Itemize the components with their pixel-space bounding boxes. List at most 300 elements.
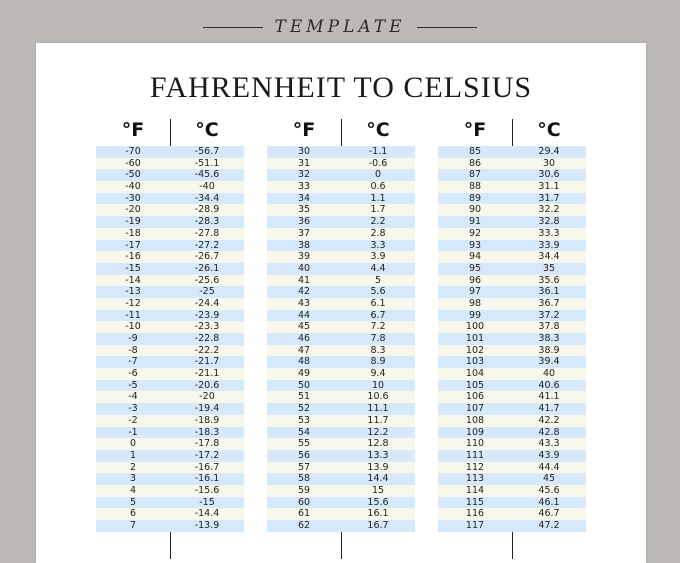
fahrenheit-cell: -1: [128, 426, 138, 438]
celsius-cell: 7.8: [370, 333, 386, 344]
table-row: [96, 438, 244, 450]
celsius-cell: 38.9: [538, 344, 560, 356]
fahrenheit-cell: -11: [125, 309, 141, 321]
table-row: [267, 216, 415, 228]
table-rows: [438, 146, 586, 532]
celsius-cell: 43.9: [538, 449, 560, 461]
fahrenheit-cell: 113: [465, 473, 485, 485]
fahrenheit-cell: 103: [465, 356, 485, 368]
table-row: [267, 240, 415, 252]
table-row: [96, 520, 244, 532]
banner-text: TEMPLATE: [274, 17, 406, 37]
fahrenheit-cell: 33: [297, 181, 311, 193]
celsius-cell: -28.3: [194, 216, 220, 228]
fahrenheit-cell: 45: [297, 321, 311, 333]
celsius-cell: -19.4: [194, 403, 220, 415]
table-row: [438, 497, 586, 509]
celsius-cell: 2.2: [370, 216, 386, 228]
table-row: [438, 368, 586, 380]
celsius-cell: 34.4: [538, 251, 560, 263]
table-row: [438, 345, 586, 357]
celsius-cell: 13.3: [367, 449, 389, 461]
celsius-cell: 43.3: [538, 438, 560, 450]
fahrenheit-cell: 5: [129, 496, 137, 508]
celsius-cell: 0: [374, 169, 382, 181]
celsius-cell: 5: [374, 274, 382, 286]
celsius-cell: 12.2: [367, 426, 389, 438]
fahrenheit-cell: 100: [465, 321, 485, 333]
table-row: [267, 438, 415, 450]
table-row: [438, 228, 586, 240]
celsius-cell: 16.1: [367, 508, 389, 520]
table-row: [438, 333, 586, 345]
celsius-cell: -25.6: [194, 274, 220, 286]
celsius-cell: 0.6: [370, 181, 386, 193]
fahrenheit-cell: 61: [297, 508, 311, 520]
celsius-cell: 4.4: [370, 262, 386, 274]
table-row: [438, 356, 586, 368]
table-row: [96, 391, 244, 403]
fahrenheit-cell: 34: [297, 192, 311, 204]
table-row: [438, 169, 586, 181]
celsius-cell: 42.2: [538, 414, 560, 426]
table-row: [267, 508, 415, 520]
celsius-cell: 44.4: [538, 461, 560, 473]
fahrenheit-cell: 95: [468, 262, 482, 274]
table-row: [267, 193, 415, 205]
table-row: [96, 275, 244, 287]
celsius-cell: -17.2: [194, 449, 220, 461]
page-title: FAHRENHEIT TO CELSIUS: [149, 71, 533, 104]
fahrenheit-cell: 3: [129, 473, 137, 485]
table-row: [96, 286, 244, 298]
fahrenheit-cell: 116: [465, 508, 485, 520]
fahrenheit-cell: -13: [125, 286, 141, 298]
table-row: [96, 321, 244, 333]
table-row: [438, 520, 586, 532]
table-row: [267, 415, 415, 427]
fahrenheit-cell: 106: [465, 391, 485, 403]
celsius-cell: -15.6: [194, 484, 220, 496]
fahrenheit-cell: -8: [128, 344, 138, 356]
fahrenheit-cell: 7: [129, 520, 137, 531]
fahrenheit-cell: 54: [297, 426, 311, 438]
table-row: [267, 158, 415, 170]
celsius-cell: -16.1: [194, 473, 220, 485]
fahrenheit-cell: -12: [125, 297, 141, 309]
celsius-cell: -20.6: [194, 379, 220, 391]
celsius-cell: -14.4: [194, 508, 220, 520]
celsius-cell: 46.7: [538, 508, 560, 520]
celsius-cell: -51.1: [194, 157, 220, 169]
celsius-cell: 35.6: [538, 274, 560, 286]
fahrenheit-cell: 108: [465, 414, 485, 426]
celsius-cell: 33.9: [538, 239, 560, 251]
table-row: [267, 450, 415, 462]
table-row: [438, 427, 586, 439]
fahrenheit-cell: 115: [465, 496, 485, 508]
table-row: [267, 275, 415, 287]
celsius-cell: -15: [199, 496, 215, 508]
fahrenheit-cell: -10: [125, 321, 141, 333]
celsius-cell: 11.7: [367, 414, 389, 426]
banner-rule-right: [417, 27, 477, 28]
fahrenheit-cell: 48: [297, 356, 311, 368]
fahrenheit-cell: 114: [465, 484, 485, 496]
celsius-cell: 15.6: [367, 496, 389, 508]
table-row: [267, 427, 415, 439]
conversion-table-1: [96, 117, 244, 532]
table-row: [96, 310, 244, 322]
celsius-cell: -34.4: [194, 192, 220, 204]
fahrenheit-cell: 90: [468, 204, 482, 216]
fahrenheit-cell: 0: [129, 438, 137, 450]
fahrenheit-cell: 44: [297, 309, 311, 321]
celsius-cell: -18.9: [194, 414, 220, 426]
celsius-cell: -27.2: [194, 239, 220, 251]
banner-rule-left: [203, 27, 263, 28]
table-row: [267, 391, 415, 403]
celsius-cell: 6.1: [370, 297, 386, 309]
celsius-cell: -22.2: [194, 344, 220, 356]
fahrenheit-cell: 58: [297, 473, 311, 485]
table-row: [267, 298, 415, 310]
table-row: [96, 181, 244, 193]
fahrenheit-cell: -19: [125, 216, 141, 228]
celsius-cell: 32.2: [538, 204, 560, 216]
fahrenheit-cell: 97: [468, 286, 482, 298]
celsius-cell: -0.6: [368, 157, 388, 169]
fahrenheit-cell: 98: [468, 297, 482, 309]
celsius-cell: 37.2: [538, 309, 560, 321]
fahrenheit-cell: -5: [128, 379, 138, 391]
fahrenheit-cell: 41: [297, 274, 311, 286]
table-row: [267, 485, 415, 497]
celsius-cell: 30.6: [538, 169, 560, 181]
table-row: [267, 146, 415, 158]
conversion-table-2: [267, 117, 415, 532]
table-row: [96, 473, 244, 485]
celsius-cell: 29.4: [538, 146, 560, 157]
celsius-header: °C: [366, 119, 390, 141]
fahrenheit-cell: 32: [297, 169, 311, 181]
fahrenheit-cell: 38: [297, 239, 311, 251]
fahrenheit-cell: 62: [297, 520, 311, 531]
table-header: [438, 117, 586, 146]
table-row: [96, 380, 244, 392]
fahrenheit-cell: 6: [129, 508, 137, 520]
celsius-cell: 37.8: [538, 321, 560, 333]
celsius-cell: 31.1: [538, 181, 560, 193]
table-row: [438, 181, 586, 193]
fahrenheit-cell: 56: [297, 449, 311, 461]
table-rows: [96, 146, 244, 532]
celsius-cell: 6.7: [370, 309, 386, 321]
table-row: [267, 368, 415, 380]
celsius-cell: 16.7: [367, 520, 389, 531]
celsius-cell: 12.8: [367, 438, 389, 450]
celsius-cell: 39.4: [538, 356, 560, 368]
table-row: [438, 321, 586, 333]
fahrenheit-cell: 102: [465, 344, 485, 356]
celsius-cell: 8.3: [370, 344, 386, 356]
fahrenheit-cell: 111: [465, 449, 485, 461]
celsius-cell: 2.8: [370, 227, 386, 239]
table-row: [96, 427, 244, 439]
fahrenheit-cell: 2: [129, 461, 137, 473]
table-row: [267, 263, 415, 275]
celsius-cell: 5.6: [370, 286, 386, 298]
fahrenheit-cell: 59: [297, 484, 311, 496]
fahrenheit-cell: 53: [297, 414, 311, 426]
table-row: [438, 310, 586, 322]
fahrenheit-cell: 93: [468, 239, 482, 251]
fahrenheit-cell: 37: [297, 227, 311, 239]
fahrenheit-cell: 1: [129, 449, 137, 461]
celsius-cell: -1.1: [368, 146, 388, 157]
template-banner: [0, 12, 680, 42]
fahrenheit-cell: 40: [297, 262, 311, 274]
fahrenheit-cell: 50: [297, 379, 311, 391]
table-row: [96, 240, 244, 252]
table-row: [267, 380, 415, 392]
table-row: [438, 438, 586, 450]
celsius-cell: 33.3: [538, 227, 560, 239]
table-header: [96, 117, 244, 146]
table-row: [96, 497, 244, 509]
fahrenheit-cell: -2: [128, 414, 138, 426]
fahrenheit-cell: 55: [297, 438, 311, 450]
fahrenheit-cell: 43: [297, 297, 311, 309]
fahrenheit-header: °F: [463, 119, 487, 141]
celsius-cell: -16.7: [194, 461, 220, 473]
table-row: [96, 345, 244, 357]
table-row: [96, 193, 244, 205]
table-row: [267, 497, 415, 509]
table-row: [438, 450, 586, 462]
fahrenheit-cell: -4: [128, 391, 138, 403]
fahrenheit-cell: 104: [465, 368, 485, 380]
celsius-cell: 35: [542, 262, 556, 274]
table-row: [96, 508, 244, 520]
fahrenheit-cell: -17: [125, 239, 141, 251]
table-row: [96, 216, 244, 228]
table-row: [267, 356, 415, 368]
fahrenheit-cell: 30: [297, 146, 311, 157]
table-row: [438, 240, 586, 252]
table-row: [438, 275, 586, 287]
fahrenheit-cell: 94: [468, 251, 482, 263]
table-row: [96, 158, 244, 170]
table-row: [96, 403, 244, 415]
fahrenheit-cell: 85: [468, 146, 482, 157]
fahrenheit-cell: 57: [297, 461, 311, 473]
table-row: [267, 169, 415, 181]
fahrenheit-cell: -14: [125, 274, 141, 286]
table-row: [267, 286, 415, 298]
table-row: [438, 158, 586, 170]
fahrenheit-cell: 60: [297, 496, 311, 508]
table-row: [96, 415, 244, 427]
table-row: [96, 263, 244, 275]
celsius-cell: 30: [542, 157, 556, 169]
table-row: [438, 462, 586, 474]
fahrenheit-cell: 35: [297, 204, 311, 216]
table-header: [267, 117, 415, 146]
table-row: [96, 298, 244, 310]
fahrenheit-cell: -40: [125, 181, 141, 193]
fahrenheit-cell: 87: [468, 169, 482, 181]
celsius-cell: -28.9: [194, 204, 220, 216]
table-row: [438, 193, 586, 205]
fahrenheit-cell: -50: [125, 169, 141, 181]
fahrenheit-cell: 117: [465, 520, 485, 531]
celsius-cell: -18.3: [194, 426, 220, 438]
celsius-cell: 42.8: [538, 426, 560, 438]
table-row: [438, 380, 586, 392]
celsius-cell: -23.3: [194, 321, 220, 333]
celsius-cell: 38.3: [538, 333, 560, 344]
celsius-cell: 10: [371, 379, 385, 391]
celsius-cell: 10.6: [367, 391, 389, 403]
table-row: [96, 462, 244, 474]
fahrenheit-cell: 92: [468, 227, 482, 239]
celsius-cell: -22.8: [194, 333, 220, 344]
fahrenheit-cell: 36: [297, 216, 311, 228]
celsius-cell: 31.7: [538, 192, 560, 204]
fahrenheit-cell: 105: [465, 379, 485, 391]
table-row: [96, 356, 244, 368]
fahrenheit-header: °F: [121, 119, 145, 141]
conversion-sheet: [36, 43, 646, 563]
fahrenheit-cell: 52: [297, 403, 311, 415]
celsius-cell: 8.9: [370, 356, 386, 368]
celsius-cell: 40.6: [538, 379, 560, 391]
table-row: [267, 520, 415, 532]
fahrenheit-cell: 91: [468, 216, 482, 228]
fahrenheit-cell: 99: [468, 309, 482, 321]
celsius-cell: 9.4: [370, 368, 386, 380]
celsius-cell: 3.3: [370, 239, 386, 251]
table-row: [438, 485, 586, 497]
celsius-cell: 15: [371, 484, 385, 496]
table-row: [438, 263, 586, 275]
table-row: [96, 169, 244, 181]
fahrenheit-cell: -7: [128, 356, 138, 368]
fahrenheit-cell: 86: [468, 157, 482, 169]
celsius-cell: -26.1: [194, 262, 220, 274]
fahrenheit-cell: 39: [297, 251, 311, 263]
table-row: [267, 228, 415, 240]
celsius-cell: 45: [542, 473, 556, 485]
celsius-cell: 11.1: [367, 403, 389, 415]
celsius-cell: 13.9: [367, 461, 389, 473]
celsius-cell: -13.9: [194, 520, 220, 531]
celsius-cell: 14.4: [367, 473, 389, 485]
table-row: [438, 415, 586, 427]
celsius-cell: -27.8: [194, 227, 220, 239]
table-row: [438, 216, 586, 228]
fahrenheit-cell: 49: [297, 368, 311, 380]
fahrenheit-cell: -60: [125, 157, 141, 169]
celsius-cell: -21.7: [194, 356, 220, 368]
fahrenheit-cell: -6: [128, 368, 138, 380]
table-row: [96, 251, 244, 263]
table-row: [96, 204, 244, 216]
table-row: [96, 146, 244, 158]
table-rows: [267, 146, 415, 532]
celsius-cell: 45.6: [538, 484, 560, 496]
fahrenheit-cell: 88: [468, 181, 482, 193]
fahrenheit-cell: 4: [129, 484, 137, 496]
fahrenheit-cell: 107: [465, 403, 485, 415]
fahrenheit-cell: 51: [297, 391, 311, 403]
table-row: [96, 228, 244, 240]
fahrenheit-cell: 47: [297, 344, 311, 356]
table-row: [267, 333, 415, 345]
table-row: [96, 450, 244, 462]
fahrenheit-cell: 101: [465, 333, 485, 344]
fahrenheit-cell: 96: [468, 274, 482, 286]
celsius-cell: 41.1: [538, 391, 560, 403]
table-row: [267, 251, 415, 263]
fahrenheit-cell: -30: [125, 192, 141, 204]
celsius-cell: -40: [199, 181, 215, 193]
celsius-cell: -24.4: [194, 297, 220, 309]
fahrenheit-cell: 110: [465, 438, 485, 450]
table-row: [267, 473, 415, 485]
fahrenheit-cell: 109: [465, 426, 485, 438]
celsius-header: °C: [195, 119, 219, 141]
fahrenheit-cell: -18: [125, 227, 141, 239]
celsius-cell: -21.1: [194, 368, 220, 380]
celsius-cell: 36.1: [538, 286, 560, 298]
table-row: [438, 146, 586, 158]
table-row: [438, 391, 586, 403]
celsius-cell: 3.9: [370, 251, 386, 263]
table-row: [267, 181, 415, 193]
fahrenheit-cell: -3: [128, 403, 138, 415]
table-row: [438, 508, 586, 520]
celsius-cell: 46.1: [538, 496, 560, 508]
celsius-cell: 40: [542, 368, 556, 380]
fahrenheit-cell: -15: [125, 262, 141, 274]
fahrenheit-cell: -9: [128, 333, 138, 344]
table-row: [438, 251, 586, 263]
celsius-cell: 32.8: [538, 216, 560, 228]
celsius-cell: -23.9: [194, 309, 220, 321]
fahrenheit-cell: 31: [297, 157, 311, 169]
fahrenheit-cell: 112: [465, 461, 485, 473]
celsius-cell: -45.6: [194, 169, 220, 181]
celsius-cell: -17.8: [194, 438, 220, 450]
celsius-cell: -25: [199, 286, 215, 298]
table-row: [438, 473, 586, 485]
table-row: [267, 310, 415, 322]
table-row: [438, 286, 586, 298]
celsius-cell: 1.1: [370, 192, 386, 204]
fahrenheit-cell: -16: [125, 251, 141, 263]
table-row: [267, 403, 415, 415]
celsius-cell: 1.7: [370, 204, 386, 216]
table-row: [267, 345, 415, 357]
fahrenheit-cell: 89: [468, 192, 482, 204]
celsius-cell: 36.7: [538, 297, 560, 309]
table-row: [96, 368, 244, 380]
celsius-cell: 41.7: [538, 403, 560, 415]
table-row: [438, 204, 586, 216]
table-row: [267, 204, 415, 216]
